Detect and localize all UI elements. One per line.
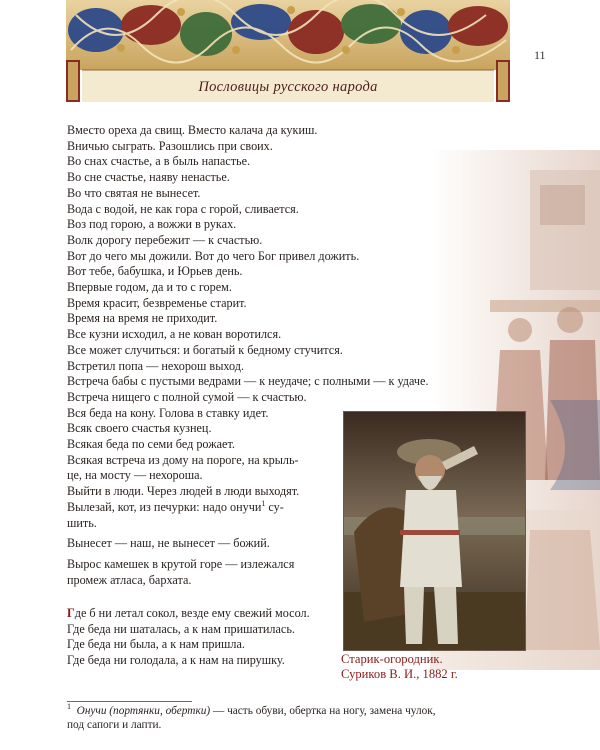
proverb-line: шить. [67,515,97,530]
proverb-line: Впервые годом, да и то с горем. [67,280,232,295]
proverb-line [67,606,347,622]
caption-title: Старик-огородник. [341,652,443,666]
proverb-line: Вместо ореха да свищ. Вместо калача да кукиш. [67,123,318,137]
proverb-line: Где беда ни голодала, а к нам на пирушку. [67,653,285,668]
proverb-text: де б ни летал сокол, везде ему свежий мосол. [74,606,310,620]
proverb-line: Вот до чего мы дожили. Вот до чего Бог привел дожить. [67,248,360,263]
painting-caption [341,652,531,682]
proverb-line: Волк дорогу перебежит — к счастью. [67,232,263,247]
proverb-line: Встреча бабы с пустыми ведрами — к неудаче; с полными — к удаче. [67,374,429,389]
proverb-line: промеж атласа, бархата. [67,572,192,587]
proverb-line: Вода с водой, не как гора с горой, сливается. [67,201,299,216]
proverb-line: Воз под горою, а вожжи в руках. [67,217,237,232]
caption-author: Суриков В. И., 1882 г. [341,667,458,681]
footnote-marker[interactable]: 1 [261,498,266,508]
proverbs-g-section [67,606,347,669]
proverb-line: Все может случиться: и богатый к бедному стучится. [67,342,343,357]
proverb-line: Встреча нищего с полной сумой — к счастью. [67,389,307,404]
proverb-line: Время на время не приходит. [67,311,218,326]
proverb-line: Во сне счастье, наяву ненастье. [67,170,230,185]
footnote-divider [67,701,192,702]
proverb-line: Вничью сыграть. Разошлись при своих. [67,138,273,153]
proverb-line: Всякая беда по семи бед рожает. [67,437,235,452]
proverb-line: Всякая встреча из дому на пороге, на крыль- [67,452,299,467]
proverb-line: Во снах счастье, а в быль напастье. [67,154,251,169]
proverb-line: Все кузни исходил, а не кован воротился. [67,327,282,342]
proverb-line: Вот тебе, бабушка, и Юрьев день. [67,264,243,279]
page-number: 11 [534,48,546,62]
proverb-line: Во что святая не вынесет. [67,185,201,200]
page-title: Пословицы русского народа [198,79,378,95]
footnote-text: — часть обуви, обертка на ногу, замена чулок, [210,705,436,717]
proverb-line: Вся беда на кону. Голова в ставку идет. [67,405,269,420]
drop-cap-letter: Г [67,606,75,620]
proverb-line: Выйти в люди. Через людей в люди выходят. [67,484,300,499]
proverb-line: Где беда ни была, а к нам пришла. [67,637,245,652]
proverb-text: Вылезай, кот, из печурки: надо онучи [67,499,262,514]
footnote-term: Онучи (портянки, обертки) [76,705,211,717]
proverb-line: Где беда ни шаталась, а к нам пришатилась. [67,621,295,636]
footnote-number: 1 [67,702,71,712]
proverb-line: Время красит, безвременье старит. [67,295,247,310]
footnote [67,704,507,732]
proverb-line: Встретил попа — нехорош выход. [67,358,244,373]
painting-old-gardener [343,411,526,651]
proverb-line: Вынесет — наш, не вынесет — божий. [67,536,270,551]
proverb-line: Вырос камешек в крутой горе — излежался [67,556,295,571]
proverb-line: це, на мосту — нехороша. [67,468,203,483]
proverb-line: Вылезай, кот, из печурки: надо онучи$^1$ су- [67,498,284,514]
footnote-text-cont: под сапоги и лапти. [67,719,162,731]
proverb-line: Всяк своего счастья кузнец. [67,421,212,436]
